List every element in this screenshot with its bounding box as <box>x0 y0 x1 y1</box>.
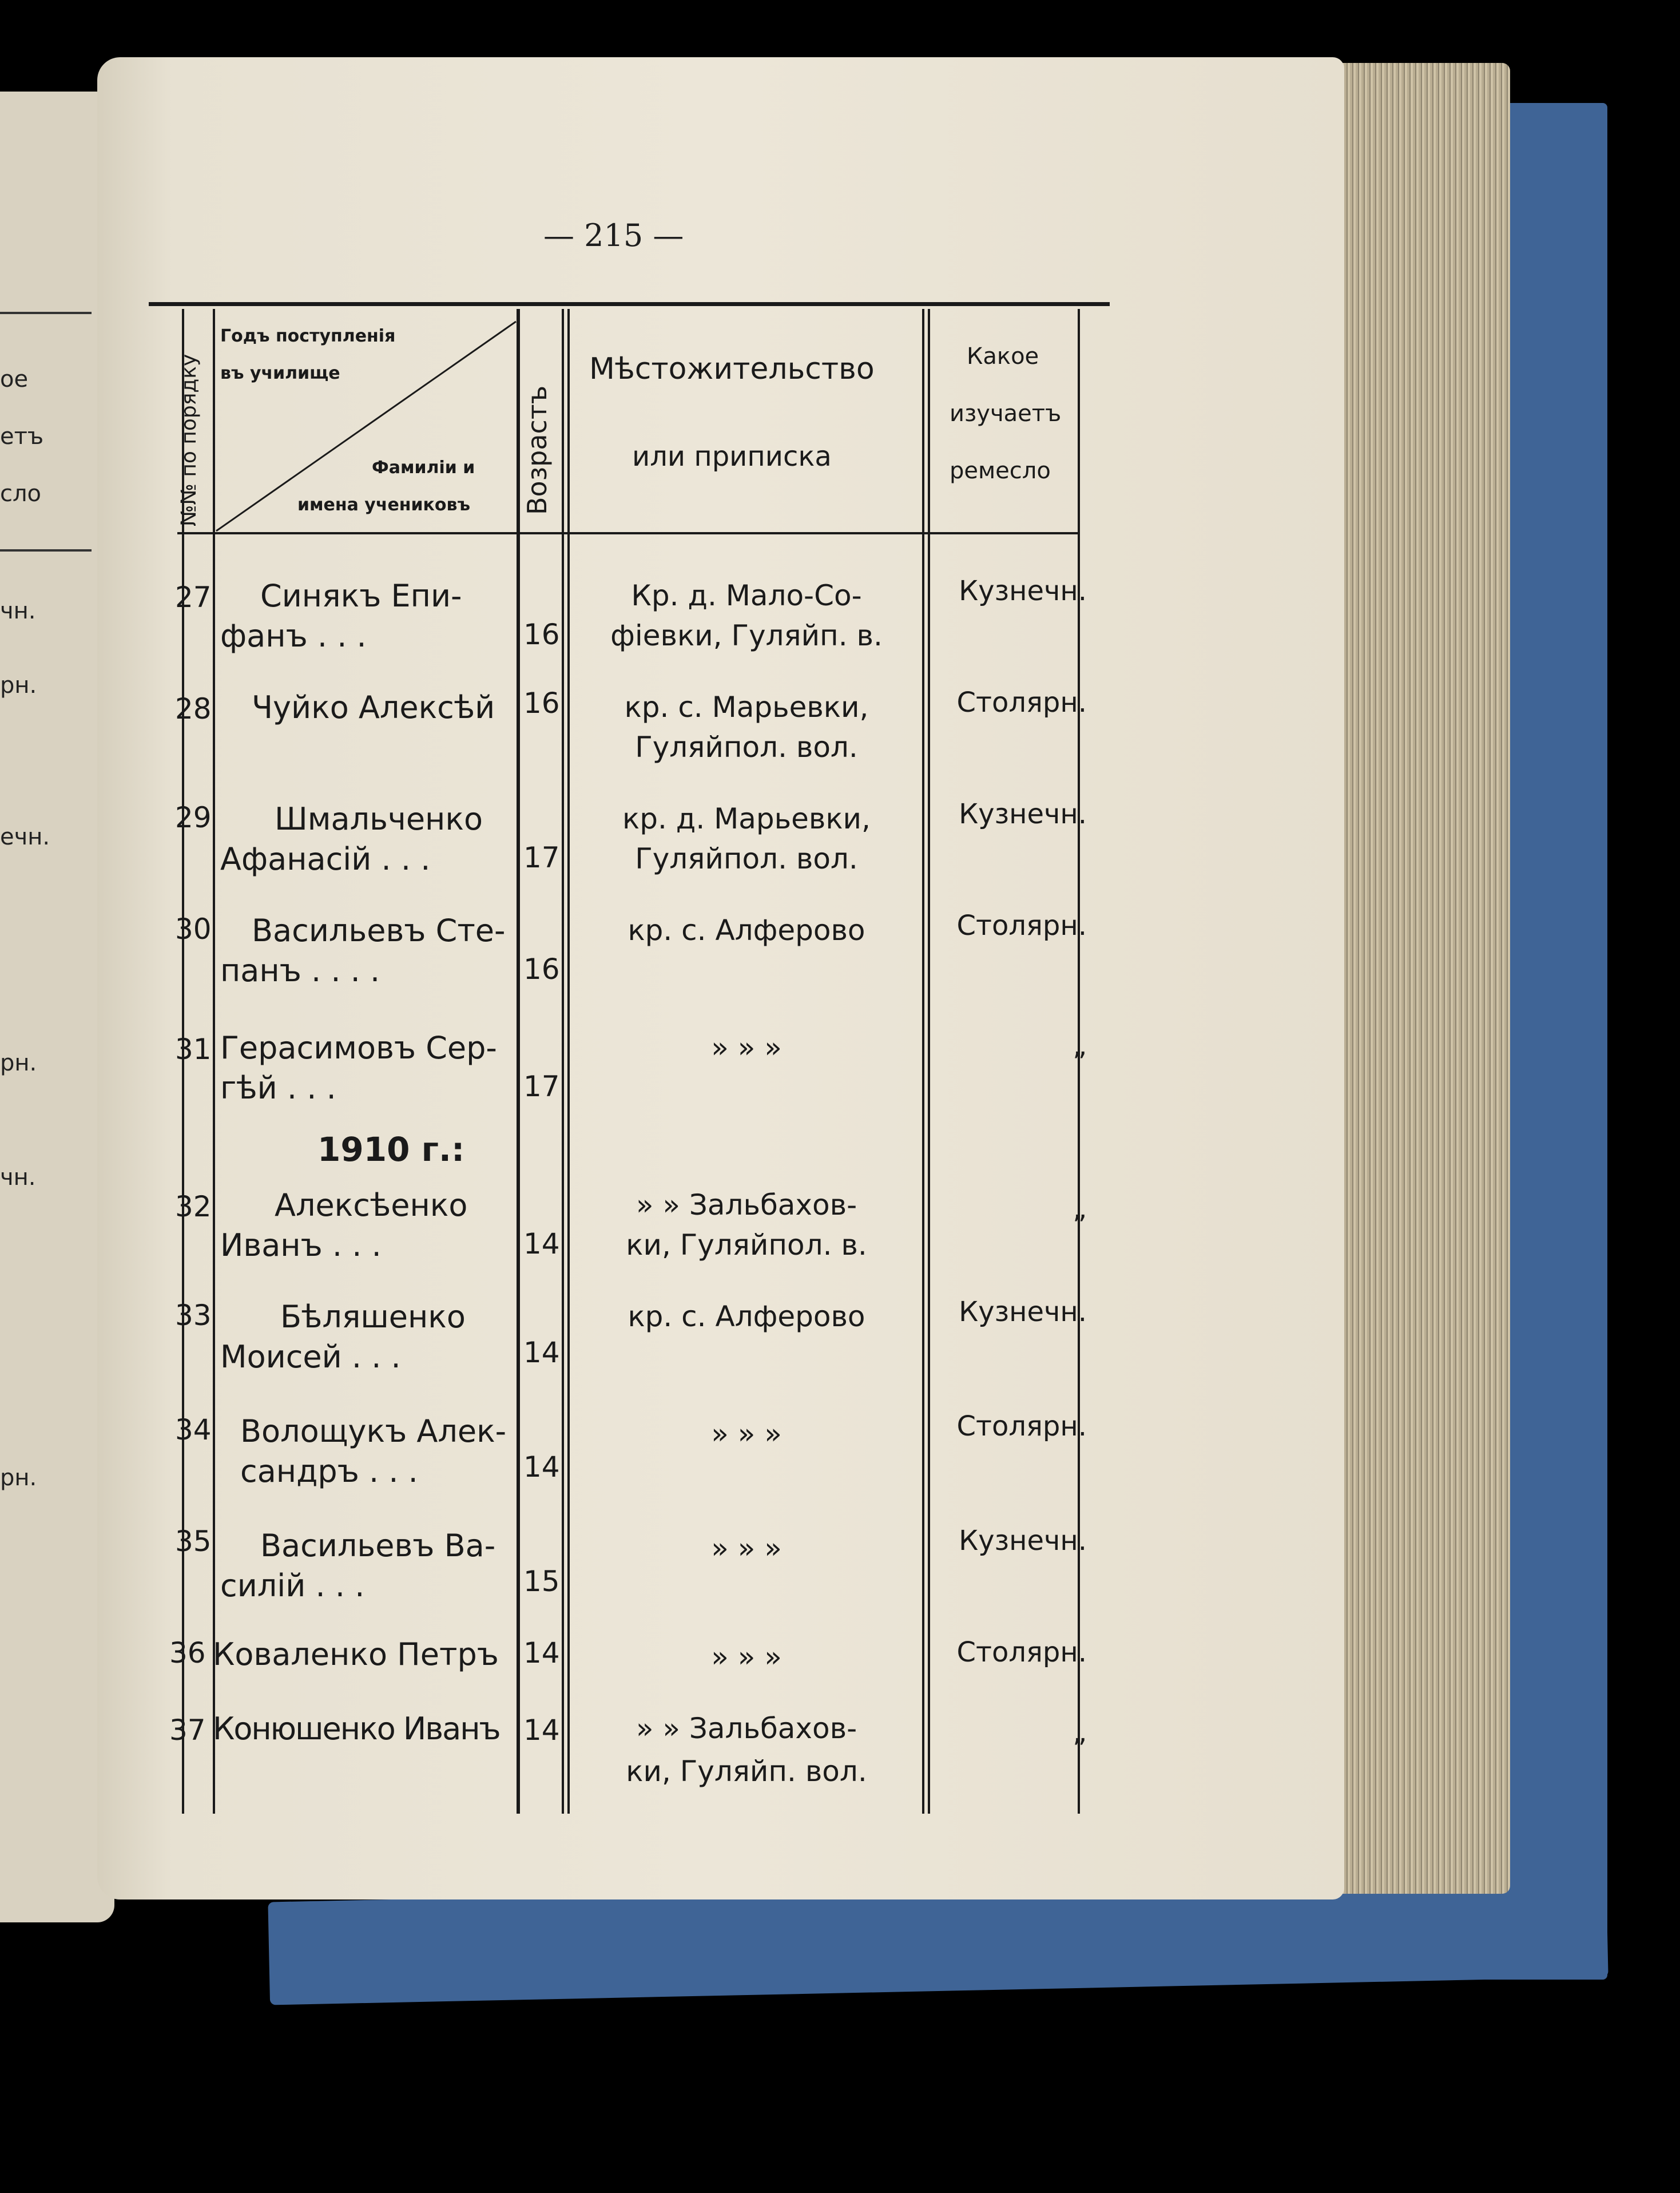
left-fragment: рн. <box>0 1465 37 1491</box>
trade: Столярн. <box>956 1410 1087 1442</box>
col-rule-num <box>213 309 215 1814</box>
trade: Кузнечн. <box>959 1296 1087 1328</box>
left-page-rule <box>0 312 92 314</box>
header-bottom-rule <box>177 532 1078 534</box>
row-number: 27 <box>175 581 212 614</box>
col-rule-age-a <box>562 309 564 1814</box>
residence-line2: фіевки, Гуляйп. в. <box>610 619 883 652</box>
header-name-line2: имена учениковъ <box>297 495 471 515</box>
residence-line1: » » » <box>711 1532 782 1565</box>
header-col-age: Возрастъ <box>522 385 553 515</box>
trade: „ <box>1073 1030 1087 1062</box>
student-name-line2: Иванъ . . . <box>220 1227 382 1263</box>
student-age: 16 <box>523 618 560 651</box>
residence-line1: кр. с. Марьевки, <box>624 691 869 724</box>
student-name-line1: Коваленко Петръ <box>213 1636 499 1672</box>
row-number: 35 <box>175 1525 212 1558</box>
left-page-rule <box>0 549 92 552</box>
header-trade-line2: изучаетъ <box>950 400 1062 427</box>
header-residence-line1: Мѣстожительство <box>589 352 875 386</box>
trade: „ <box>1073 1716 1087 1748</box>
residence-line1: » » Зальбахов- <box>636 1712 857 1745</box>
residence-line1: » » » <box>711 1640 782 1673</box>
header-col-number: №№ по порядку <box>177 354 201 526</box>
residence-line1: Кр. д. Мало-Со- <box>631 579 862 612</box>
left-fragment: рн. <box>0 672 37 699</box>
residence-line1: кр. с. Алферово <box>627 914 865 947</box>
student-age: 14 <box>523 1450 560 1484</box>
student-name-line1: Шмальченко <box>275 801 483 837</box>
student-age: 14 <box>523 1714 560 1747</box>
student-age: 17 <box>523 1070 560 1103</box>
student-age: 17 <box>523 841 560 874</box>
header-year-line1: Годъ поступленія <box>220 326 396 346</box>
residence-line1: » » » <box>711 1417 782 1450</box>
residence-line1: » » Зальбахов- <box>636 1188 857 1222</box>
student-name-line1: Чуйко Алексѣй <box>252 689 495 725</box>
residence-line1: кр. д. Марьевки, <box>622 802 871 835</box>
student-age: 14 <box>523 1636 560 1669</box>
row-number: 32 <box>175 1190 212 1223</box>
student-name-line2: фанъ . . . <box>220 618 367 654</box>
trade: Кузнечн. <box>959 575 1087 607</box>
residence-line2: Гуляйпол. вол. <box>635 731 858 764</box>
page-edges <box>1316 63 1510 1894</box>
student-age: 14 <box>523 1336 560 1369</box>
student-age: 15 <box>523 1565 560 1598</box>
left-fragment: ое <box>0 366 29 392</box>
header-residence-line2: или приписка <box>632 441 832 473</box>
student-name-line2: Афанасій . . . <box>220 841 431 877</box>
row-number: 37 <box>169 1714 206 1747</box>
residence-line1: кр. с. Алферово <box>627 1300 865 1333</box>
student-name-line1: Волощукъ Алек- <box>240 1413 507 1449</box>
student-name-line1: Алексѣенко <box>275 1187 468 1223</box>
student-name-line1: Васильевъ Ва- <box>260 1528 496 1564</box>
trade: Столярн. <box>956 687 1087 719</box>
student-age: 16 <box>523 953 560 986</box>
table-top-rule <box>149 302 1110 306</box>
student-name-line1: Герасимовъ Сер- <box>220 1030 497 1066</box>
residence-line2: Гуляйпол. вол. <box>635 842 858 875</box>
header-trade-line1: Какое <box>967 343 1039 370</box>
left-fragment: сло <box>0 481 42 507</box>
trade: „ <box>1073 1193 1087 1225</box>
left-fragment: чн. <box>0 1164 36 1191</box>
trade: Столярн. <box>956 910 1087 942</box>
header-year-line2: въ училище <box>220 363 340 383</box>
row-number: 36 <box>169 1636 206 1669</box>
student-name-line1: Васильевъ Сте- <box>252 913 506 949</box>
row-number: 31 <box>175 1033 212 1066</box>
student-name-line2: сандръ . . . <box>240 1453 418 1489</box>
residence-line2: ки, Гуляйп. вол. <box>626 1755 867 1788</box>
student-name-line1: Конюшенко Иванъ <box>213 1711 500 1747</box>
col-rule-age-b <box>567 309 570 1814</box>
year-subheading: 1910 г.: <box>317 1130 465 1169</box>
residence-line2: ки, Гуляйпол. в. <box>626 1228 867 1262</box>
trade: Кузнечн. <box>959 1525 1087 1557</box>
student-name-line2: гѣй . . . <box>220 1070 336 1106</box>
row-number: 29 <box>175 801 212 834</box>
student-name-line2: силій . . . <box>220 1568 365 1604</box>
left-fragment: чн. <box>0 598 36 624</box>
residence-line1: » » » <box>711 1031 782 1064</box>
header-trade-line3: ремесло <box>950 458 1051 484</box>
row-number: 30 <box>175 913 212 946</box>
trade: Кузнечн. <box>959 798 1087 830</box>
row-number: 28 <box>175 692 212 725</box>
left-fragment: ечн. <box>0 824 50 850</box>
trade: Столярн. <box>956 1636 1087 1668</box>
student-age: 16 <box>523 687 560 720</box>
student-name-line2: Моисей . . . <box>220 1339 401 1375</box>
student-name-line2: панъ . . . . <box>220 953 380 989</box>
page-number: — 215 — <box>543 217 684 253</box>
left-fragment: етъ <box>0 423 44 450</box>
student-name-line1: Бѣляшенко <box>280 1299 466 1335</box>
row-number: 33 <box>175 1299 212 1332</box>
student-name-line1: Синякъ Епи- <box>260 578 462 614</box>
student-age: 14 <box>523 1227 560 1260</box>
header-name-line1: Фамиліи и <box>372 458 475 478</box>
left-fragment: рн. <box>0 1050 37 1076</box>
row-number: 34 <box>175 1413 212 1446</box>
